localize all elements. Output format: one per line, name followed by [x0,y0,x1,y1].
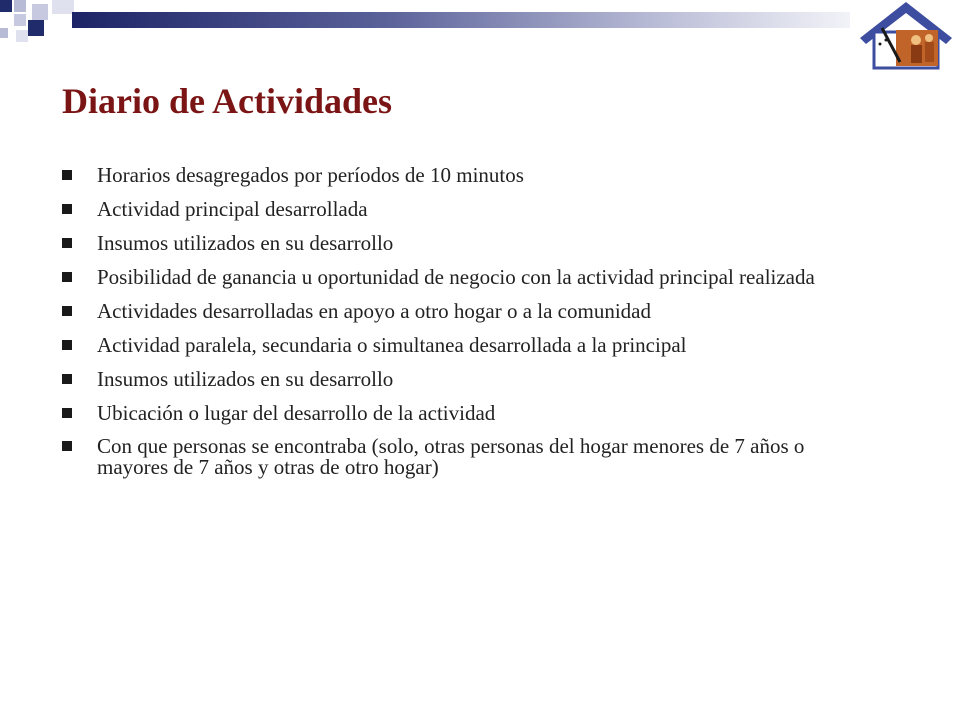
decor-square [28,20,44,36]
bullet-item: Insumos utilizados en su desarrollo [60,226,860,260]
decor-square [0,28,8,38]
house-icon [856,0,956,72]
decor-square [32,4,48,20]
bullet-item: Actividades desarrolladas en apoyo a otro hogar o a la comunidad [60,294,860,328]
slide-title: Diario de Actividades [62,81,392,121]
bullet-item: Horarios desagregados por períodos de 10 minutos [60,158,860,192]
decor-square [16,30,28,42]
bullet-item: Posibilidad de ganancia u oportunidad de negocio con la actividad principal realizada [60,260,860,294]
bullet-list [60,158,860,478]
bullet-item: Actividad paralela, secundaria o simultanea desarrollada a la principal [60,328,860,362]
decor-square [0,0,12,12]
bullet-item: Con que personas se encontraba (solo, otras personas del hogar menores de 7 años o mayores de 7 años y otras de otro hogar) [60,430,860,478]
header-gradient-bar [72,12,850,28]
bullet-item: Actividad principal desarrollada [60,192,860,226]
decor-square [14,0,26,12]
bullet-item: Insumos utilizados en su desarrollo [60,362,860,396]
bullet-item: Ubicación o lugar del desarrollo de la actividad [60,396,860,430]
decor-square [52,0,74,14]
decor-square [14,14,26,26]
